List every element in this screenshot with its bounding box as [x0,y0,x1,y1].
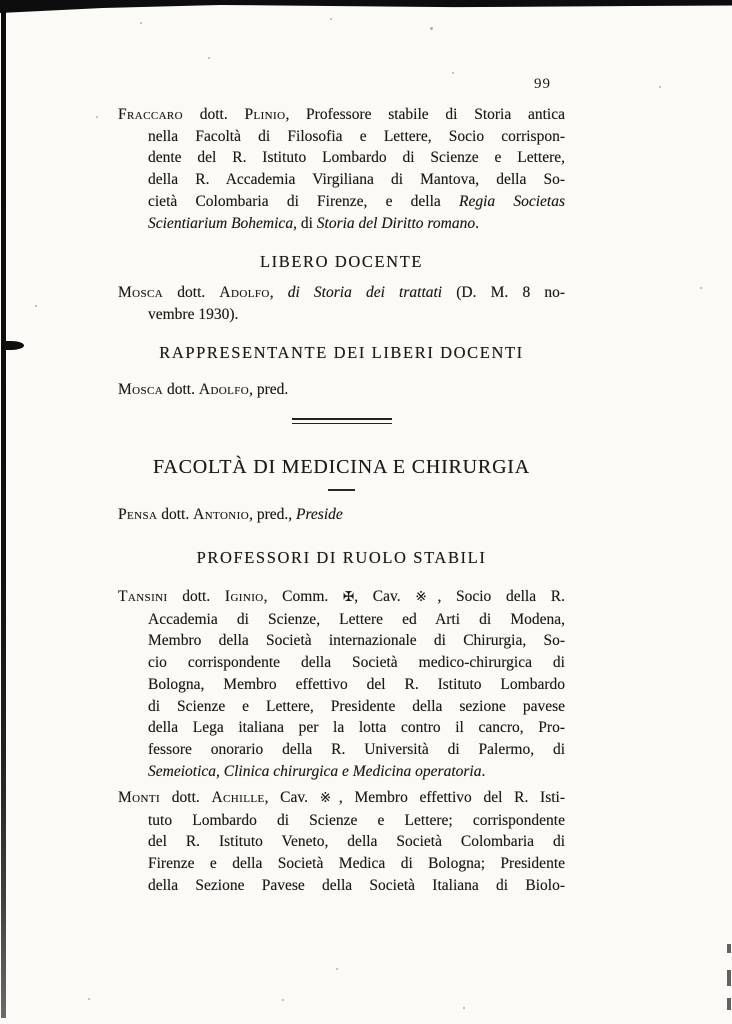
ink-speck [282,999,284,1001]
text-line [148,739,565,761]
scan-left-edge [1,8,6,1018]
text-run: dott. [183,106,245,123]
scan-right-edge-mark [727,944,731,953]
text-line [118,504,565,526]
text-line [148,126,565,148]
text-run: dott. [167,588,225,605]
paragraph-pensa [118,504,565,526]
scan-ink-blob [3,341,24,350]
text-line [118,379,565,401]
text-run: cietà Colombaria di Firenze, e della [148,192,459,210]
text-run: Tansini [118,588,168,605]
text-run: dente del R. Istituto Lombardo di Scienze e Lettere, [148,149,565,167]
section-heading-professori: PROFESSORI DI RUOLO STABILI [196,548,487,567]
text-run: vembre 1930). [148,305,239,323]
text-line [148,213,565,235]
text-run: Antonio [193,506,250,523]
paragraph-mosca [118,282,565,325]
ink-speck [140,22,142,24]
text-run: del R. Istituto Veneto, della Società Colombaria di [148,833,565,851]
text-run: , Membro effettivo del R. Isti- [338,789,566,806]
text-run: Preside [295,506,343,523]
text-run: , pred. [249,381,289,398]
text-line [148,810,565,832]
paragraph-fraccaro [118,104,565,234]
text-line [148,831,565,853]
ink-speck [659,86,661,88]
section-heading-rappresentante: RAPPRESENTANTE DEI LIBERI DOCENTI [159,343,524,362]
text-run: Semeiotica, Clinica chirurgica e Medicina operatoria [148,762,482,780]
text-line [148,674,565,696]
cross-decoration-icon: ✠ [342,589,355,605]
ink-speck [330,18,332,20]
text-line [148,875,565,897]
text-run: dott. [157,506,194,523]
star-decoration-icon: ※ [415,589,438,605]
text-run: , Cav. [354,588,416,605]
ink-speck [452,72,454,74]
text-run: tuto Lombardo di Scienze e Lettere; corrispondente [148,811,565,829]
text-run: , Professore stabile di Storia antica [285,106,565,123]
scan-top-edge [0,0,732,13]
text-line [148,304,565,326]
ink-speck [208,57,210,59]
text-run: della Lega italiana per la lotta contro il cancro, Pro- [148,719,565,737]
faculty-heading: FACOLTÀ DI MEDICINA E CHIRURGIA [152,456,531,478]
text-run: , Socio della R. [437,588,565,605]
scan-right-edge-mark [727,998,731,1010]
text-line [148,652,565,674]
scan-right-edge-mark [727,970,731,986]
text-line [118,104,565,126]
text-line [148,609,565,631]
text-run: della R. Accademia Virgiliana di Mantova, della So- [148,171,565,189]
ink-speck [35,305,37,307]
text-run: dott. [163,284,220,301]
text-line [148,630,565,652]
text-line [118,586,565,609]
text-run: Plinio [244,106,286,123]
text-run: , pred., [249,506,296,523]
text-run: cio corrispondente della Società medico-chirurgica di [148,654,565,672]
text-run: Pensa [118,506,158,523]
text-run: fessore onorario della R. Università di Palermo, di [148,740,565,758]
section-heading-libero-docente: LIBERO DOCENTE [259,252,424,271]
text-line [148,147,565,169]
text-run: Firenze e della Società Medica di Bologna; Presidente [148,855,565,873]
paragraph-monti [118,787,565,897]
text-run: nella Facoltà di Filosofia e Lettere, Socio corrispon- [148,127,565,145]
text-run: , [269,284,288,301]
ink-speck [336,968,338,970]
text-run: , Cav. [264,789,320,806]
text-run: Storia del Diritto romano [316,214,476,232]
ink-speck [88,998,90,1000]
text-run: Achille [211,789,265,806]
text-run: . [481,762,486,780]
text-run: dott. [163,381,199,398]
text-line [118,282,565,304]
text-run: , di [293,214,317,232]
paragraph-tansini [118,586,565,782]
text-run: Scientiarium Bohemica [148,214,294,232]
ink-speck [96,116,98,118]
ink-speck [430,27,433,30]
text-line [148,761,565,783]
text-run: dott. [160,789,212,806]
heading-underline-rule [328,489,355,491]
ink-speck [700,287,702,289]
text-run: Adolfo [198,381,250,398]
text-run: Membro della Società internazionale di Chirurgia, So- [148,632,565,650]
page-number: 99 [534,76,551,92]
text-run: Iginio [224,588,264,605]
ink-speck [463,1007,465,1009]
text-line [148,717,565,739]
text-run: Bologna, Membro effettivo del R. Istituto Lombardo [148,675,565,693]
text-line [148,696,565,718]
text-line [148,169,565,191]
section-divider-rule [292,418,392,424]
text-run: Monti [118,789,161,806]
text-run: della Sezione Pavese della Società Italiana di Biolo- [148,876,565,894]
text-run: Mosca [118,381,164,398]
paragraph-mosca-pred [118,379,565,401]
text-run: di Storia dei trattati [287,284,443,301]
text-run: Accademia di Scienze, Lettere ed Arti di Modena, [148,610,565,628]
text-run: , Comm. [263,588,343,605]
text-line [118,787,565,810]
text-line [148,191,565,213]
text-run: Regia Societas [459,192,566,210]
text-run: Adolfo [219,284,270,301]
star-decoration-icon: ※ [319,790,339,806]
text-run: Mosca [118,284,164,301]
text-run: (D. M. 8 no- [442,284,566,301]
text-run: . [475,214,479,232]
text-line [148,853,565,875]
text-run: Fraccaro [118,106,183,123]
text-run: di Scienze e Lettere, Presidente della sezione pavese [148,697,565,715]
